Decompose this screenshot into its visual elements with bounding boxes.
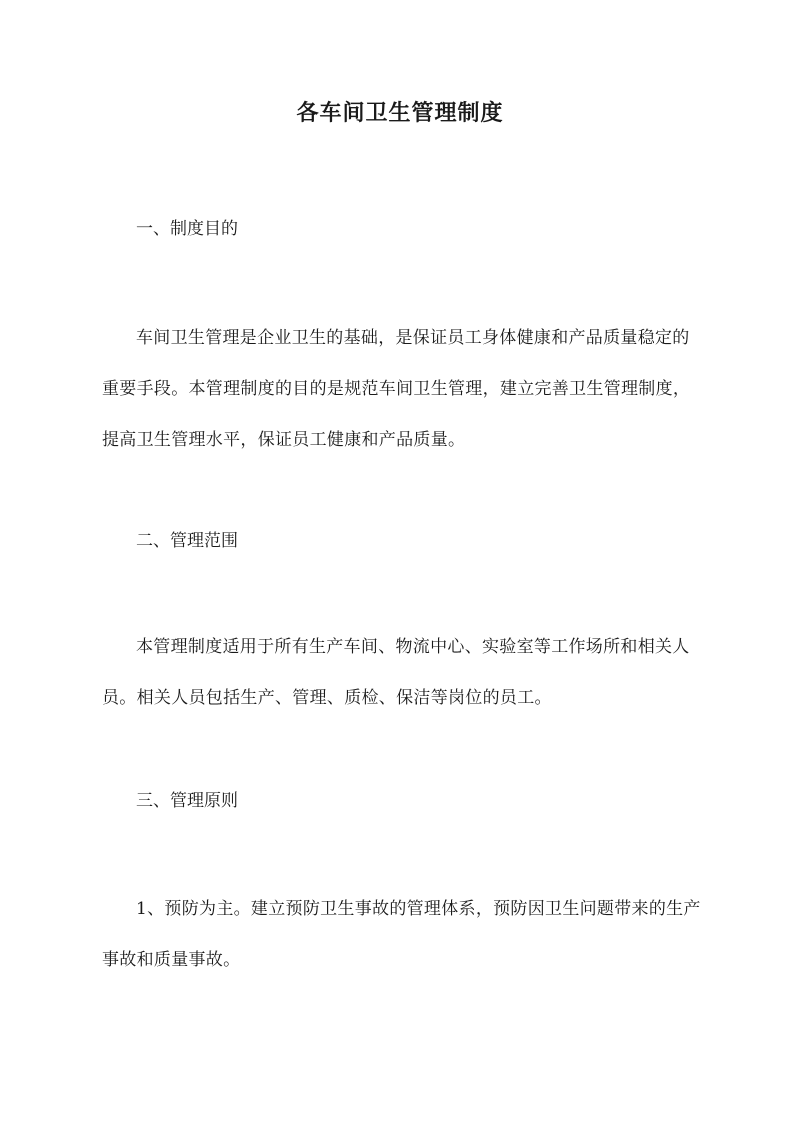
- section-heading-purpose: 一、制度目的: [136, 219, 238, 239]
- section-paragraph-purpose: 车间卫生管理是企业卫生的基础，是保证员工身体健康和产品质量稳定的重要手段。本管理制度的目的是规范车间卫生管理，建立完善卫生管理制度，提高卫生管理水平，保证员工健康和产品质量。: [102, 328, 691, 450]
- section-paragraph-scope: 本管理制度适用于所有生产车间、物流中心、实验室等工作场所和相关人员。相关人员包括生产、管理、质检、保洁等岗位的员工。: [102, 637, 690, 708]
- section-paragraph-principles: 1、预防为主。建立预防卫生事故的管理体系，预防因卫生问题带来的生产事故和质量事故。: [102, 899, 701, 970]
- document-title: 各车间卫生管理制度: [296, 100, 504, 126]
- section-heading-scope: 二、管理范围: [136, 531, 238, 551]
- section-heading-principles: 三、管理原则: [136, 791, 238, 811]
